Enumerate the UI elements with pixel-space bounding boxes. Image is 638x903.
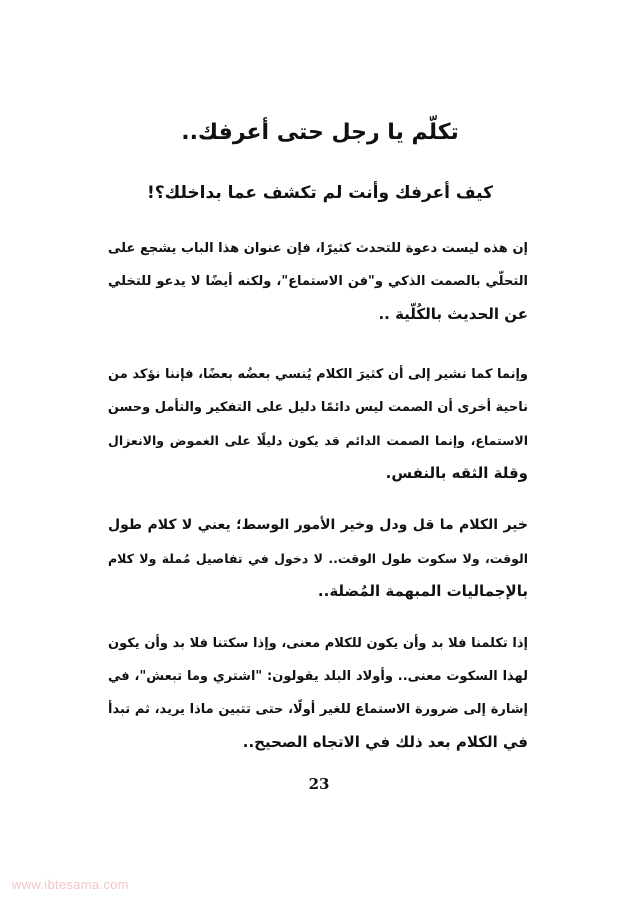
paragraph-line: إذا تكلمنا فلا بد وأن يكون للكلام معنى، وإذا سكتنا فلا بد وأن يكون [108, 636, 528, 651]
paragraph-line: التحلّي بالصمت الذكي و"فن الاستماع"، ولكنه أيضًا لا يدعو للتخلي [108, 274, 528, 289]
watermark: www.ibtesama.com [12, 877, 129, 892]
paragraph-line: بالإجماليات المبهمة المُضلة.. [317, 582, 528, 600]
paragraph-line: في الكلام بعد ذلك في الاتجاه الصحيح.. [242, 733, 528, 751]
paragraph-line: عن الحديث بالكُلّية .. [378, 305, 528, 323]
page-subtitle: كيف أعرفك وأنت لم تكشف عما بداخلك؟! [147, 183, 493, 203]
paragraph-line: خير الكلام ما قل ودل وخير الأمور الوسط؛ يعني لا كلام طول [108, 517, 528, 533]
paragraph-line: ناحية أخرى أن الصمت ليس دائمًا دليل على التفكير والتأمل وحسن [108, 400, 528, 415]
page-title: تكلّم يا رجل حتى أعرفك.. [181, 120, 459, 145]
paragraph-line: وإنما كما نشير إلى أن كثيرَ الكلام يُنسي بعضُه بعضًا، فإننا نؤكد من [108, 367, 528, 382]
paragraph-line: وقلة الثقه بالنفس. [385, 464, 528, 482]
paragraph-line: لهذا السكوت معنى.. وأولاد البلد يقولون: "اشتري وما تبعش"، في [108, 669, 528, 684]
paragraph-line: الوقت، ولا سكوت طول الوقت.. لا دخول في تفاصيل مُملة ولا كلام [108, 551, 528, 566]
paragraph-1 [108, 232, 528, 331]
paragraph-line: إشارة إلى ضرورة الاستماع للغير أولًا، حتى تتبين ماذا يريد، ثم تبدأ [108, 702, 528, 717]
paragraph-line: إن هذه ليست دعوة للتحدث كثيرًا، فإن عنوان هذا الباب يشجع على [108, 241, 528, 256]
paragraph-line: الاستماع، وإنما الصمت الدائم قد يكون دليلًا على الغموض والانعزال [108, 433, 528, 448]
paragraph-4 [108, 627, 528, 759]
page-number: 23 [308, 775, 330, 793]
paragraph-3 [108, 509, 528, 608]
paragraph-2 [108, 358, 528, 490]
